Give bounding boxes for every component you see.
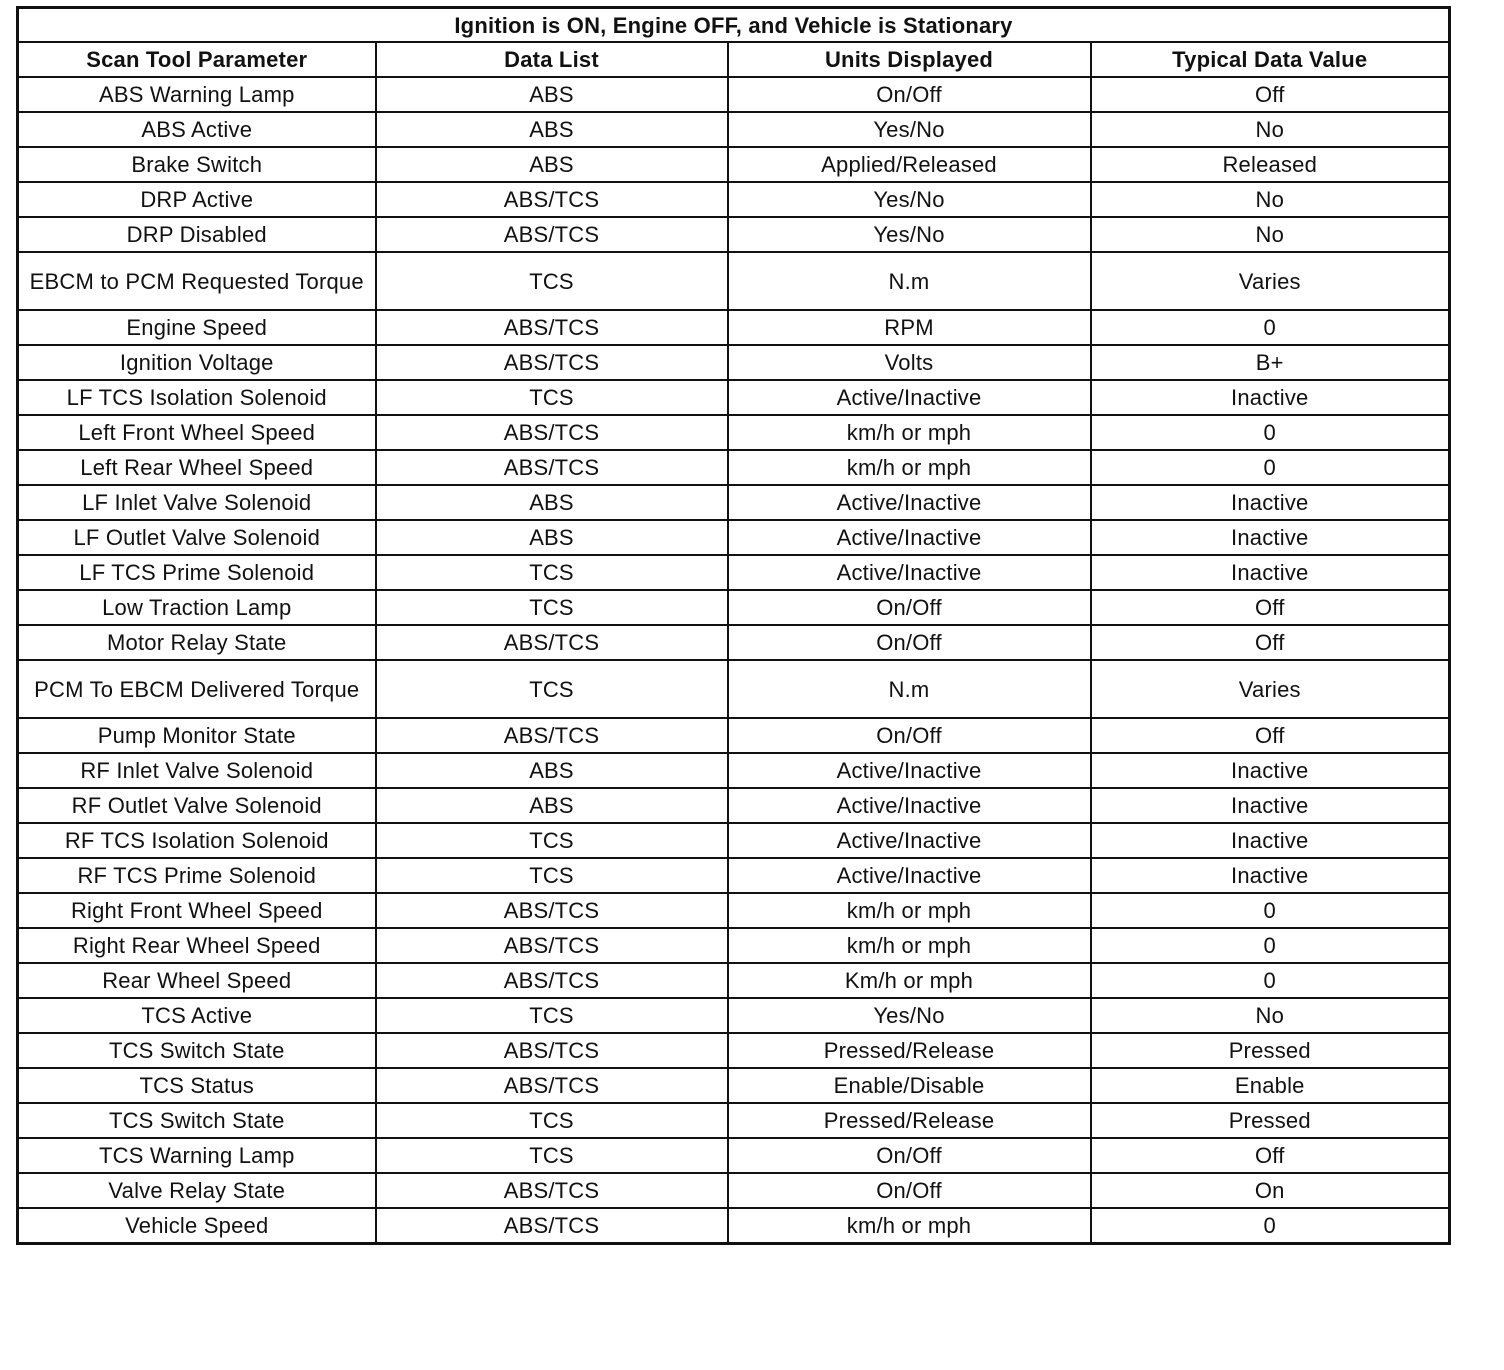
cell-parameter: RF Inlet Valve Solenoid <box>18 753 376 788</box>
cell-units: km/h or mph <box>728 1208 1091 1244</box>
table-row <box>18 893 1450 928</box>
cell-typical-value: Inactive <box>1091 555 1450 590</box>
cell-parameter: Brake Switch <box>18 147 376 182</box>
table-row <box>18 858 1450 893</box>
cell-parameter: Left Front Wheel Speed <box>18 415 376 450</box>
cell-data-list: ABS <box>376 788 728 823</box>
scan-tool-data-table <box>16 6 1451 1245</box>
cell-data-list: ABS <box>376 753 728 788</box>
cell-units: RPM <box>728 310 1091 345</box>
cell-typical-value: No <box>1091 217 1450 252</box>
cell-typical-value: Enable <box>1091 1068 1450 1103</box>
cell-parameter: Ignition Voltage <box>18 345 376 380</box>
cell-data-list: ABS/TCS <box>376 928 728 963</box>
cell-typical-value: No <box>1091 998 1450 1033</box>
cell-data-list: ABS <box>376 77 728 112</box>
column-header-typical-value: Typical Data Value <box>1091 42 1450 77</box>
cell-typical-value: Inactive <box>1091 485 1450 520</box>
table-row <box>18 928 1450 963</box>
cell-data-list: ABS/TCS <box>376 182 728 217</box>
cell-data-list: ABS/TCS <box>376 625 728 660</box>
cell-parameter: Rear Wheel Speed <box>18 963 376 998</box>
table-row <box>18 1068 1450 1103</box>
cell-typical-value: Pressed <box>1091 1033 1450 1068</box>
cell-data-list: TCS <box>376 380 728 415</box>
cell-units: On/Off <box>728 1173 1091 1208</box>
column-header-units: Units Displayed <box>728 42 1091 77</box>
cell-parameter: ABS Active <box>18 112 376 147</box>
table-row <box>18 788 1450 823</box>
table-row <box>18 415 1450 450</box>
cell-units: N.m <box>728 252 1091 310</box>
cell-data-list: TCS <box>376 1103 728 1138</box>
cell-data-list: ABS/TCS <box>376 893 728 928</box>
table-row <box>18 147 1450 182</box>
cell-data-list: TCS <box>376 998 728 1033</box>
cell-parameter: EBCM to PCM Requested Torque <box>18 252 376 310</box>
table-row <box>18 590 1450 625</box>
table-row <box>18 718 1450 753</box>
table-row <box>18 753 1450 788</box>
table-title: Ignition is ON, Engine OFF, and Vehicle is Stationary <box>18 8 1450 43</box>
cell-typical-value: No <box>1091 182 1450 217</box>
cell-data-list: ABS/TCS <box>376 718 728 753</box>
cell-units: Yes/No <box>728 112 1091 147</box>
cell-typical-value: Varies <box>1091 660 1450 718</box>
cell-typical-value: 0 <box>1091 928 1450 963</box>
cell-units: Enable/Disable <box>728 1068 1091 1103</box>
cell-units: km/h or mph <box>728 928 1091 963</box>
cell-units: km/h or mph <box>728 450 1091 485</box>
cell-typical-value: Released <box>1091 147 1450 182</box>
table-row <box>18 450 1450 485</box>
cell-parameter: RF TCS Prime Solenoid <box>18 858 376 893</box>
table-row <box>18 112 1450 147</box>
cell-typical-value: Inactive <box>1091 788 1450 823</box>
cell-typical-value: 0 <box>1091 963 1450 998</box>
cell-data-list: TCS <box>376 590 728 625</box>
cell-units: Active/Inactive <box>728 555 1091 590</box>
cell-parameter: Engine Speed <box>18 310 376 345</box>
cell-parameter: ABS Warning Lamp <box>18 77 376 112</box>
cell-data-list: TCS <box>376 252 728 310</box>
table-row <box>18 252 1450 310</box>
cell-data-list: ABS <box>376 112 728 147</box>
cell-typical-value: 0 <box>1091 1208 1450 1244</box>
table-row <box>18 77 1450 112</box>
cell-units: On/Off <box>728 590 1091 625</box>
cell-units: Active/Inactive <box>728 858 1091 893</box>
cell-typical-value: Off <box>1091 77 1450 112</box>
cell-parameter: Vehicle Speed <box>18 1208 376 1244</box>
table-row <box>18 625 1450 660</box>
cell-units: Active/Inactive <box>728 485 1091 520</box>
cell-units: km/h or mph <box>728 415 1091 450</box>
cell-typical-value: Inactive <box>1091 858 1450 893</box>
cell-parameter: Low Traction Lamp <box>18 590 376 625</box>
cell-parameter: TCS Switch State <box>18 1033 376 1068</box>
cell-data-list: TCS <box>376 660 728 718</box>
cell-data-list: TCS <box>376 823 728 858</box>
cell-units: km/h or mph <box>728 893 1091 928</box>
cell-units: On/Off <box>728 625 1091 660</box>
cell-parameter: DRP Disabled <box>18 217 376 252</box>
table-row <box>18 1138 1450 1173</box>
table-row <box>18 963 1450 998</box>
cell-parameter: RF TCS Isolation Solenoid <box>18 823 376 858</box>
cell-units: On/Off <box>728 77 1091 112</box>
cell-parameter: LF TCS Prime Solenoid <box>18 555 376 590</box>
cell-units: Volts <box>728 345 1091 380</box>
cell-data-list: ABS/TCS <box>376 217 728 252</box>
cell-units: Pressed/Release <box>728 1033 1091 1068</box>
table-row <box>18 485 1450 520</box>
cell-parameter: LF Inlet Valve Solenoid <box>18 485 376 520</box>
cell-typical-value: Inactive <box>1091 380 1450 415</box>
cell-data-list: ABS/TCS <box>376 310 728 345</box>
table-row <box>18 182 1450 217</box>
cell-typical-value: 0 <box>1091 450 1450 485</box>
cell-data-list: TCS <box>376 1138 728 1173</box>
cell-data-list: ABS/TCS <box>376 1068 728 1103</box>
table-row <box>18 1103 1450 1138</box>
cell-data-list: ABS <box>376 147 728 182</box>
cell-parameter: TCS Active <box>18 998 376 1033</box>
cell-data-list: ABS/TCS <box>376 415 728 450</box>
cell-parameter: TCS Switch State <box>18 1103 376 1138</box>
table-row <box>18 660 1450 718</box>
cell-typical-value: 0 <box>1091 310 1450 345</box>
table-row <box>18 823 1450 858</box>
table-row <box>18 217 1450 252</box>
cell-data-list: TCS <box>376 858 728 893</box>
cell-units: Yes/No <box>728 182 1091 217</box>
cell-data-list: ABS/TCS <box>376 1208 728 1244</box>
table-row <box>18 345 1450 380</box>
cell-typical-value: Inactive <box>1091 823 1450 858</box>
cell-typical-value: Inactive <box>1091 520 1450 555</box>
cell-parameter: LF TCS Isolation Solenoid <box>18 380 376 415</box>
table-row <box>18 310 1450 345</box>
table-title-row <box>18 8 1450 43</box>
table-row <box>18 520 1450 555</box>
cell-parameter: LF Outlet Valve Solenoid <box>18 520 376 555</box>
cell-units: N.m <box>728 660 1091 718</box>
table-row <box>18 1033 1450 1068</box>
cell-typical-value: Pressed <box>1091 1103 1450 1138</box>
cell-typical-value: Off <box>1091 718 1450 753</box>
cell-parameter: DRP Active <box>18 182 376 217</box>
table-row <box>18 1208 1450 1244</box>
table-body <box>18 77 1450 1244</box>
cell-units: Yes/No <box>728 217 1091 252</box>
cell-parameter: Right Rear Wheel Speed <box>18 928 376 963</box>
scan-tool-data-sheet <box>16 6 1448 1245</box>
cell-data-list: ABS <box>376 520 728 555</box>
cell-units: On/Off <box>728 1138 1091 1173</box>
cell-typical-value: Off <box>1091 1138 1450 1173</box>
cell-units: Active/Inactive <box>728 520 1091 555</box>
cell-units: Pressed/Release <box>728 1103 1091 1138</box>
cell-typical-value: On <box>1091 1173 1450 1208</box>
table-row <box>18 380 1450 415</box>
cell-data-list: ABS/TCS <box>376 1173 728 1208</box>
cell-parameter: PCM To EBCM Delivered Torque <box>18 660 376 718</box>
column-header-parameter: Scan Tool Parameter <box>18 42 376 77</box>
cell-typical-value: Varies <box>1091 252 1450 310</box>
cell-parameter: Motor Relay State <box>18 625 376 660</box>
cell-units: Applied/Released <box>728 147 1091 182</box>
cell-data-list: ABS/TCS <box>376 1033 728 1068</box>
cell-typical-value: 0 <box>1091 415 1450 450</box>
cell-parameter: TCS Status <box>18 1068 376 1103</box>
cell-data-list: ABS/TCS <box>376 963 728 998</box>
cell-typical-value: B+ <box>1091 345 1450 380</box>
cell-parameter: Pump Monitor State <box>18 718 376 753</box>
cell-parameter: TCS Warning Lamp <box>18 1138 376 1173</box>
cell-parameter: Left Rear Wheel Speed <box>18 450 376 485</box>
cell-units: Km/h or mph <box>728 963 1091 998</box>
table-row <box>18 555 1450 590</box>
cell-typical-value: 0 <box>1091 893 1450 928</box>
column-header-row <box>18 42 1450 77</box>
cell-data-list: TCS <box>376 555 728 590</box>
column-header-data-list: Data List <box>376 42 728 77</box>
cell-typical-value: Off <box>1091 625 1450 660</box>
cell-typical-value: Off <box>1091 590 1450 625</box>
cell-parameter: Right Front Wheel Speed <box>18 893 376 928</box>
table-row <box>18 998 1450 1033</box>
cell-units: Active/Inactive <box>728 788 1091 823</box>
cell-parameter: Valve Relay State <box>18 1173 376 1208</box>
cell-units: Active/Inactive <box>728 823 1091 858</box>
cell-units: Active/Inactive <box>728 753 1091 788</box>
cell-units: On/Off <box>728 718 1091 753</box>
cell-units: Yes/No <box>728 998 1091 1033</box>
cell-typical-value: Inactive <box>1091 753 1450 788</box>
cell-units: Active/Inactive <box>728 380 1091 415</box>
cell-data-list: ABS/TCS <box>376 345 728 380</box>
cell-data-list: ABS/TCS <box>376 450 728 485</box>
cell-typical-value: No <box>1091 112 1450 147</box>
table-row <box>18 1173 1450 1208</box>
cell-data-list: ABS <box>376 485 728 520</box>
cell-parameter: RF Outlet Valve Solenoid <box>18 788 376 823</box>
